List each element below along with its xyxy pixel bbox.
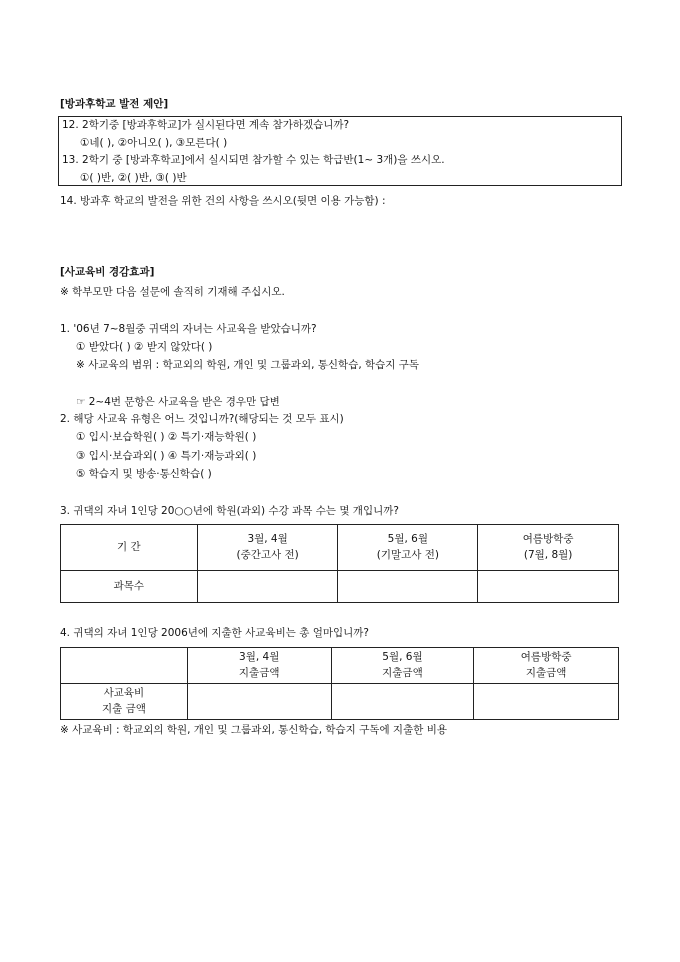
header-summer: 여름방학중 지출금액	[474, 648, 619, 684]
input-cell[interactable]	[187, 684, 331, 720]
header-summer: 여름방학중 (7월, 8월)	[478, 525, 619, 571]
header-period: 기 간	[61, 525, 198, 571]
input-cell[interactable]	[197, 571, 338, 603]
row-label-subject-count: 과목수	[61, 571, 198, 603]
row-label-expense: 사교육비 지출 금액	[61, 684, 188, 720]
table-row	[61, 571, 619, 603]
header-mar-apr: 3월, 4월 (중간고사 전)	[197, 525, 338, 571]
parents-instruction: ※ 학부모만 다음 설문에 솔직히 기재해 주십시오.	[60, 286, 285, 298]
question-4: 4. 귀댁의 자녀 1인당 2006년에 지출한 사교육비는 총 얼마입니까?	[60, 627, 369, 639]
table-subject-count	[60, 524, 619, 603]
input-cell[interactable]	[478, 571, 619, 603]
question-1-options: ① 받았다( ) ② 받지 않았다( )	[76, 341, 213, 353]
table-header-row	[61, 648, 619, 684]
section-title-private-education: [사교육비 경감효과]	[60, 266, 155, 278]
input-cell[interactable]	[474, 684, 619, 720]
header-empty	[61, 648, 188, 684]
question-13: 13. 2학기 중 [방과후학교]에서 실시되면 참가할 수 있는 학급반(1~ 3개)을 쓰시오.	[62, 154, 445, 166]
question-2: 2. 해당 사교육 유형은 어느 것입니까?(해당되는 것 모두 표시)	[60, 413, 344, 425]
input-cell[interactable]	[331, 684, 474, 720]
table-header-row	[61, 525, 619, 571]
header-mar-apr: 3월, 4월 지출금액	[187, 648, 331, 684]
header-may-jun: 5월, 6월 (기말고사 전)	[338, 525, 478, 571]
section-title-afterschool: [방과후학교 발전 제안]	[60, 98, 169, 110]
expense-note: ※ 사교육비 : 학교외의 학원, 개인 및 그룹과외, 통신학습, 학습지 구독에 지출한 비용	[60, 724, 447, 736]
table-row	[61, 684, 619, 720]
header-may-jun: 5월, 6월 지출금액	[331, 648, 474, 684]
question-1: 1. '06년 7~8월중 귀댁의 자녀는 사교육을 받았습니까?	[60, 323, 317, 335]
question-2-options-row2: ③ 입시·보습과외( ) ④ 특기·재능과외( )	[76, 450, 257, 462]
question-2-options-row3: ⑤ 학습지 및 방송·통신학습( )	[76, 468, 212, 480]
question-12: 12. 2학기중 [방과후학교]가 실시된다면 계속 참가하겠습니까?	[62, 119, 350, 131]
question-2-options-row1: ① 입시·보습학원( ) ② 특기·재능학원( )	[76, 431, 257, 443]
table-expense	[60, 647, 619, 720]
question-14: 14. 방과후 학교의 발전을 위한 건의 사항을 쓰시오(뒷면 이용 가능함) :	[60, 195, 386, 207]
question-13-options: ①( )반, ②( )반, ③( )반	[80, 172, 187, 184]
question-12-options: ①네( ), ②아니오( ), ③모른다( )	[80, 137, 228, 149]
question-3: 3. 귀댁의 자녀 1인당 20○○년에 학원(과외) 수강 과목 수는 몇 개입니까?	[60, 505, 399, 517]
input-cell[interactable]	[338, 571, 478, 603]
question-hint: ☞ 2~4번 문항은 사교육을 받은 경우만 답변	[76, 396, 280, 408]
question-1-note: ※ 사교육의 범위 : 학교외의 학원, 개인 및 그룹과외, 통신학습, 학습지 구독	[76, 359, 420, 371]
